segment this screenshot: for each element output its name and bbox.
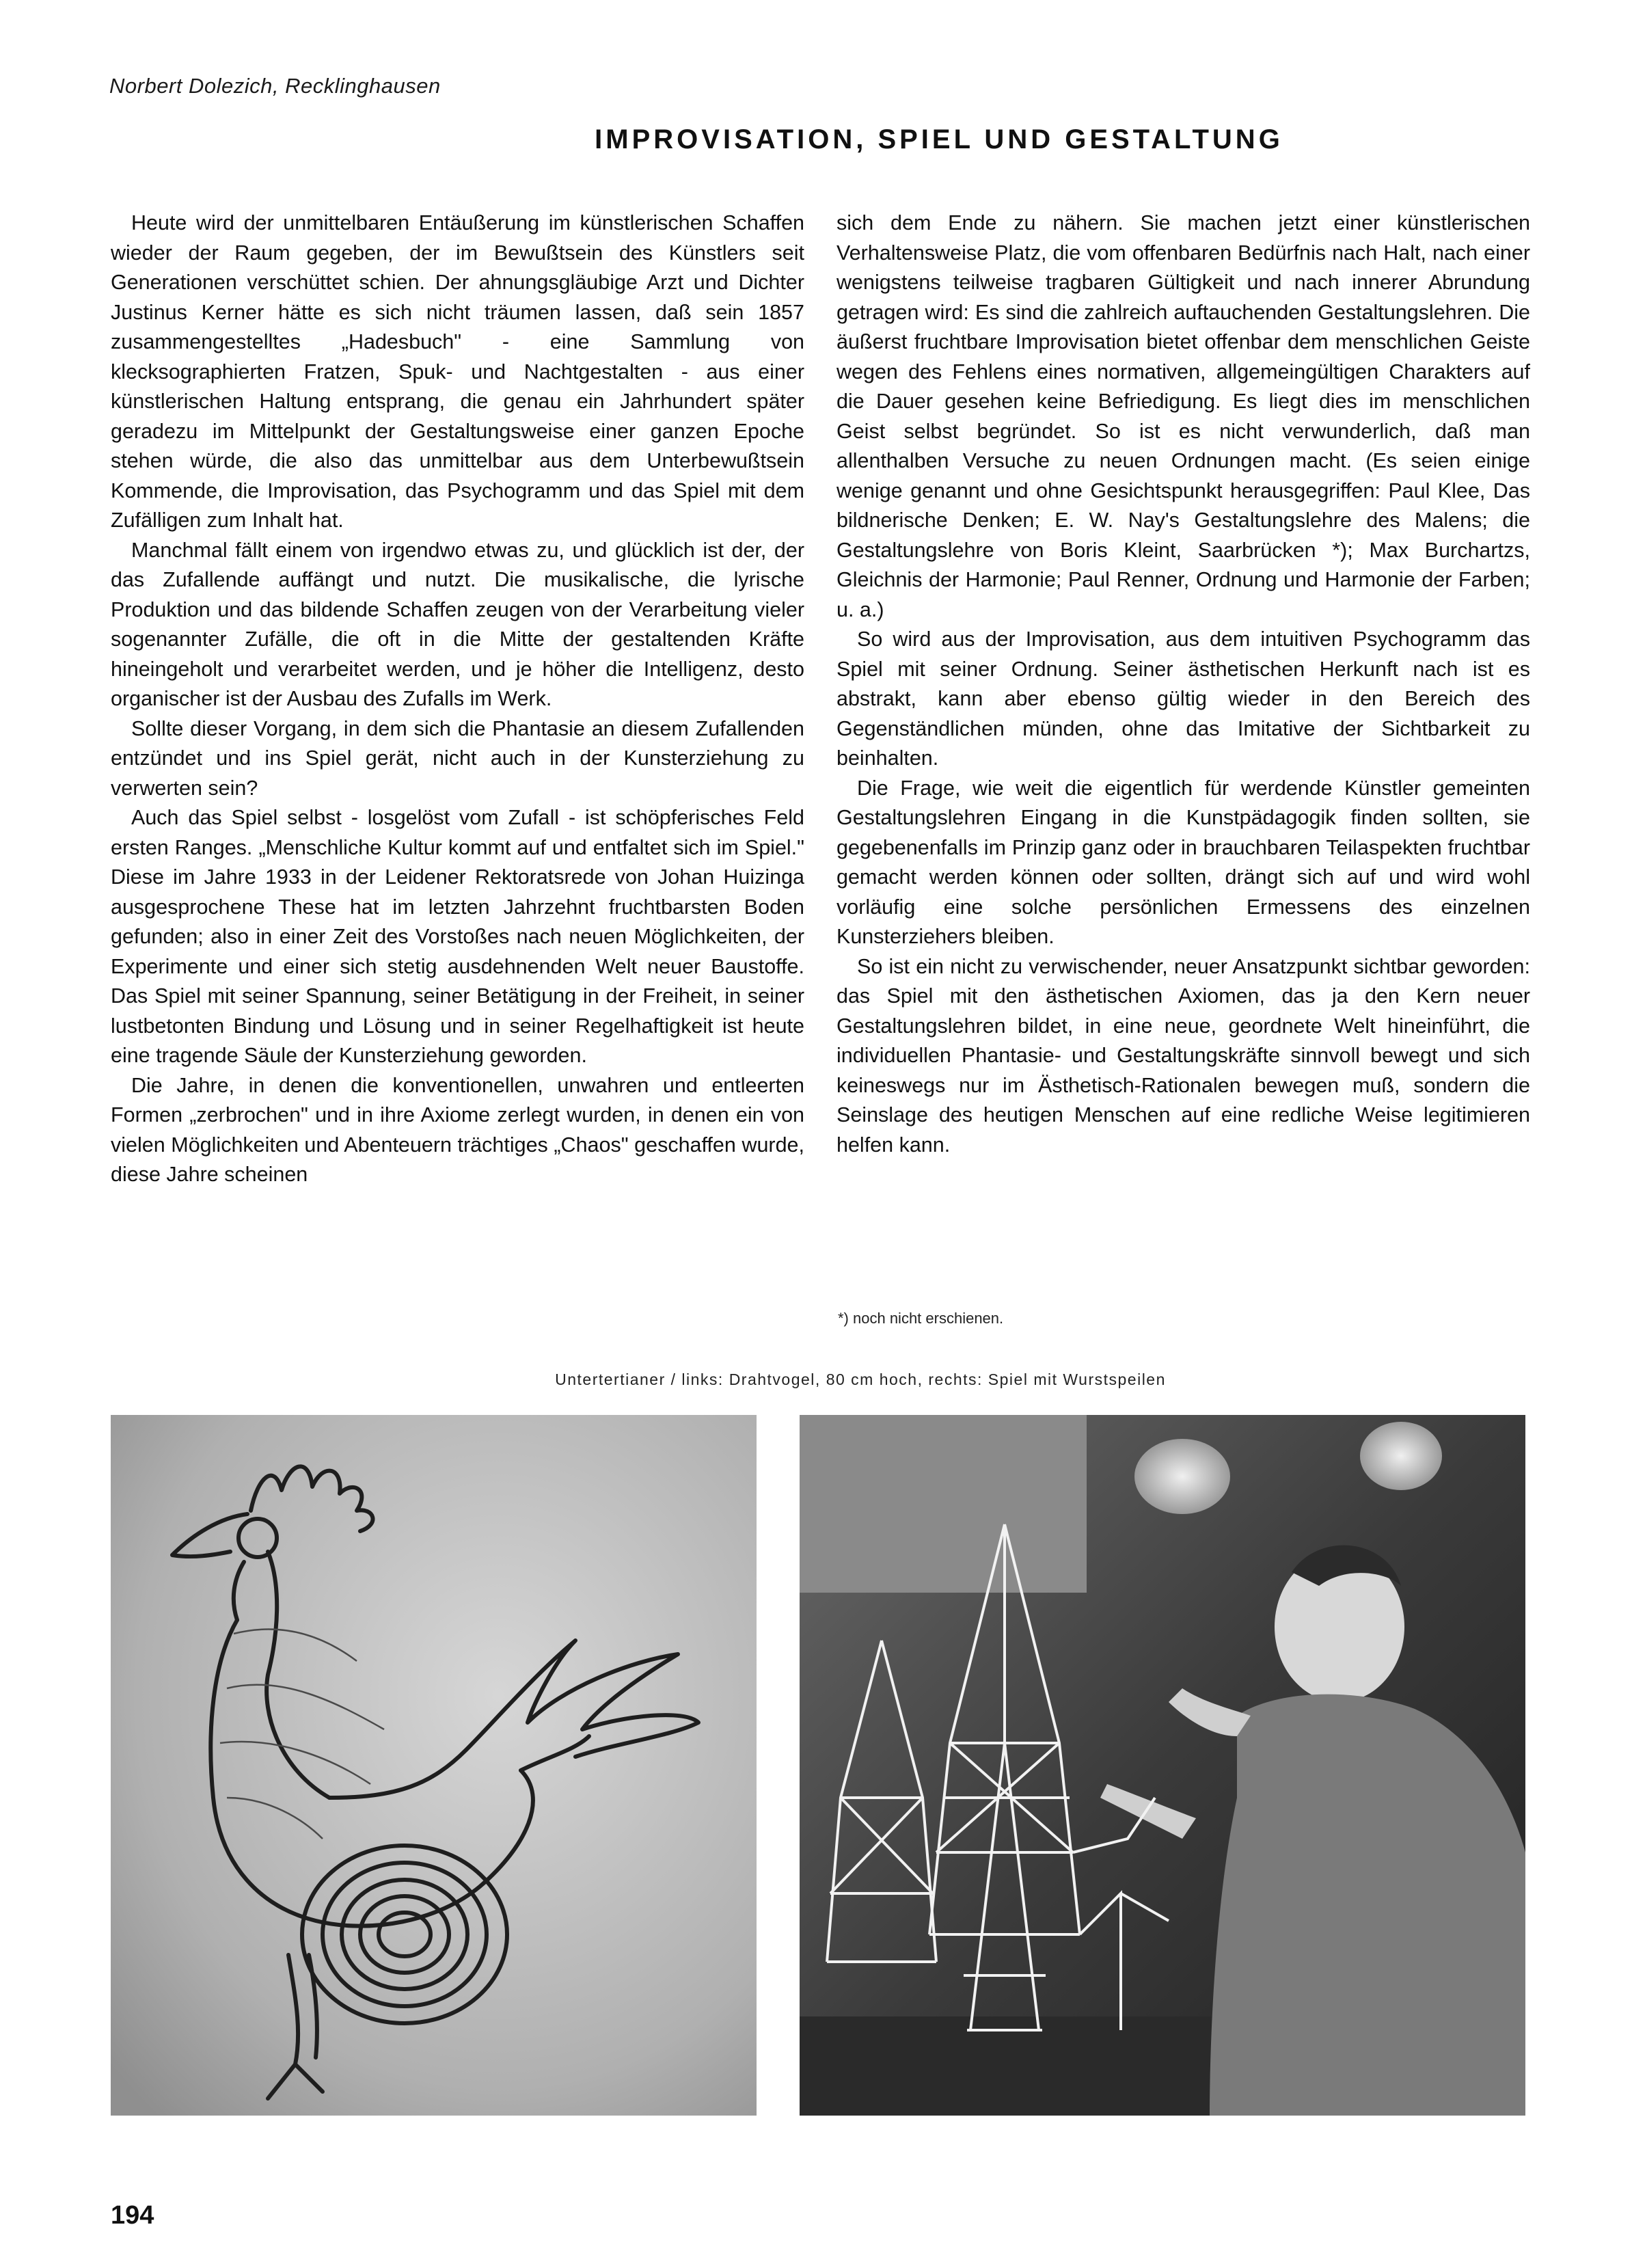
paragraph: Die Jahre, in denen die konventionellen, unwahren und entleerten Formen „zerbrochen" und in ihre Axiome zerlegt wurden, in denen ein von vielen Möglichkeiten und Abenteuern trächtiges „Chaos" geschaffen wurde, diese Jahre scheinen [111,1073,804,1186]
figure-caption: Untertertianer / links: Drahtvogel, 80 cm hoch, rechts: Spiel mit Wurstspeilen [555,1371,1166,1388]
paragraph: Heute wird der unmittelbaren Entäußerung im künstlerischen Schaffen wieder der Raum gegeben, der im Bewußtsein des Künstlers seit Generationen verschüttet schien. Der ahnungsgläubige Arzt und Dichter Justinus Kerner hätte es sich nicht träumen lassen, daß sein 1857 zusammengestelltes „Hadesbuch" - eine Sammlung von klecksographierten Fratzen, Spuk- und Nachtgestalten - aus einer künstlerischen Haltung entsprang, die genau ein Jahrhundert später geradezu im Mittelpunkt der Gestaltungsweise einer ganzen Epoche stehen würde, die also das unmittelbar aus dem Unterbewußtsein Kommende, die Improvisation, das Psychogramm und das Spiel mit dem Zufälligen zum Inhalt hat. [111,211,804,532]
paragraph: So wird aus der Improvisation, aus dem intuitiven Psychogramm das Spiel mit seiner Ordnung. Seiner ästhetischen Herkunft nach ist es abstrakt, kann aber ebenso gültig wieder in den Bereich des Gegenständlichen münden, ohne das Imitative der Sichtbarkeit zu beinhalten. [837,627,1530,770]
paragraph: Die Frage, wie weit die eigentlich für werdende Künstler gemeinten Gestaltungslehren Eingang in die Kunstpädagogik finden sollten, sie gegebenenfalls im Prinzip ganz oder in brauchbaren Teilaspekten fruchtbar gemacht werden können oder sollten, drängt sich auf und wird wohl vorläufig eine solche persönlichen Ermessens des einzelnen Kunsterziehers bleiben. [837,776,1530,948]
text-column-left [111,208,804,1190]
paragraph: So ist ein nicht zu verwischender, neuer Ansatzpunkt sichtbar geworden: das Spiel mit den ästhetischen Axiomen, das ja den Kern neuer Gestaltungslehren bildet, in eine neue, geordnete Welt hineinführt, die individuellen Phantasie- und Gestaltungskräfte sinnvoll bewegt und sich keineswegs nur im Ästhetisch-Rationalen bewegen muß, sondern die Seinslage des heutigen Menschen auf eine redliche Weise legitimieren helfen kann. [837,954,1530,1157]
page-number: 194 [111,2201,154,2230]
photo-stick-structures [800,1415,1525,2116]
stick-play-illustration [800,1415,1525,2116]
wire-bird-illustration [111,1415,757,2116]
text-column-right [837,208,1530,1160]
photo-wire-bird [111,1415,757,2116]
paragraph: Manchmal fällt einem von irgendwo etwas zu, und glücklich ist der, der das Zufallende auffängt und nutzt. Die musikalische, die lyrische Produktion und das bildende Schaffen zeugen von der Verarbeitung vieler sogenannter Zufälle, die oft in die Mitte der gestaltenden Kräfte hineingeholt und verarbeitet werden, und je höher die Intelligenz, desto organischer ist der Ausbau des Zufalls im Werk. [111,538,804,710]
author-line: Norbert Dolezich, Recklinghausen [109,74,441,98]
paragraph: sich dem Ende zu nähern. Sie machen jetzt einer künstlerischen Verhaltensweise Platz, die vom offenbaren Bedürfnis nach Halt, nach einer wenigstens teilweise tragbaren Gültigkeit und nach innerer Abrundung getragen wird: Es sind die zahlreich auftauchenden Gestaltungslehren. Die äußerst fruchtbare Improvisation bietet offenbar dem menschlichen Geiste wegen des Fehlens eines normativen, allgemeingültigen Charakters auf die Dauer gesehen keine Befriedigung. Es liegt dies im menschlichen Geist selbst begründet. So ist es nicht verwunderlich, daß man allenthalben Versuche zu neuen Ordnungen macht. (Es seien einige wenige genannt und ohne Gesichtspunkt herausgegriffen: Paul Klee, Das bildnerische Denken; E. W. Nay's Gestaltungslehre des Malens; die Gestaltungslehre von Boris Kleint, Saarbrücken *); Max Burchartzs, Gleichnis der Harmonie; Paul Renner, Ordnung und Harmonie der Farben; u. a.) [837,211,1530,621]
article-title: IMPROVISATION, SPIEL UND GESTALTUNG [595,124,1283,154]
footnote: *) noch nicht erschienen. [838,1310,1004,1327]
paragraph: Auch das Spiel selbst - losgelöst vom Zufall - ist schöpferisches Feld ersten Ranges. „Menschliche Kultur kommt auf und entfaltet sich im Spiel." Diese im Jahre 1933 in der Leidener Rektoratsrede von Johan Huizinga ausgesprochene These hat im letzten Jahrzehnt fruchtbarsten Boden gefunden; also in einer Zeit des Vorstoßes nach neuen Möglichkeiten, der Experimente und einer sich stetig ausdehnenden Welt neuer Baustoffe. Das Spiel mit seiner Spannung, seiner Betätigung in der Freiheit, in seiner lustbetonten Bindung und Lösung und in seiner Regelhaftigkeit ist heute eine tragende Säule der Kunsterziehung geworden. [111,806,804,1067]
paragraph: Sollte dieser Vorgang, in dem sich die Phantasie an diesem Zufallenden entzündet und ins Spiel gerät, nicht auch in der Kunsterziehung zu verwerten sein? [111,716,804,800]
